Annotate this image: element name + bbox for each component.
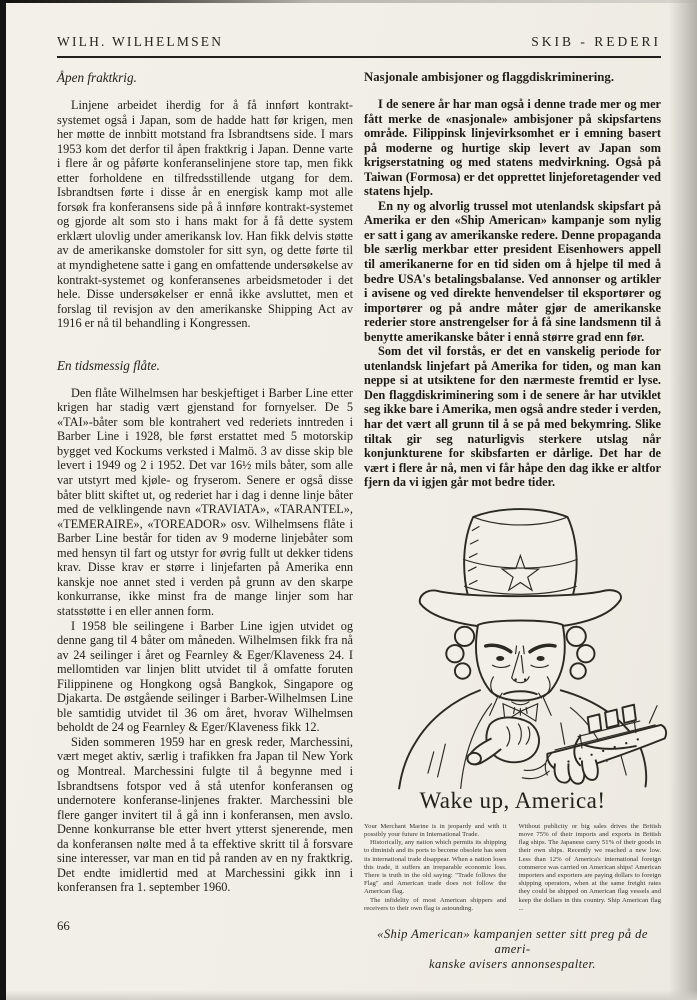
text-columns	[57, 70, 661, 972]
ad-headline: Wake up, America!	[419, 787, 606, 813]
uncle-sam-illustration	[376, 500, 684, 792]
scan-edge-top	[0, 0, 697, 3]
ad-fine-print-paragraph: Without publicity or big sales drives the British move 75% of their imports and exports in British flag ships. The Japanese carry 51% of their goods in their own ships. Recently we reached a new low. Less than 12% of America's international foreign commerce was carried on American ships! American importers and exporters are paying dollars to foreign shipping operators, when at the same freight rates they could be shipped on American flag vessels and keep the dollars in this country. Ship American flag ...	[518, 822, 661, 912]
section-heading-national-ambitions: Nasjonale ambisjoner og flaggdiskriminering.	[364, 70, 615, 84]
caption-line: «Ship American» kampanjen setter sitt preg på de ameri-	[377, 927, 648, 956]
page-number: 66	[57, 919, 70, 933]
paragraph: Siden sommeren 1959 har en gresk reder, Marchessini, vært meget aktiv, særlig i trafikken fra Japan til New York og Montreal. Marchessini fulgte til å begynne med i Isbrandtsens fotspor ved å stå utenfor konferansen og undernotere konferanse-linjenes frakter. Marchessini ble flere ganger invitert til å gå inn i konferansen, men avslo. Denne konkurranse ble etter hvert ytterst sjenerende, men da konferansen nølte med å ta effektive skritt til å forsvare sine interesser, var man en tid på randen av en ny fraktkrig. Det endte imidlertid med at Marchessini gikk inn i konferansen fra 1. september 1960.	[57, 734, 353, 895]
ad-fine-print-paragraph: Historically, any nation which permits its shipping to diminish and its ports to become obsolete has seen its international trade disappear. When a nation loses this trade, it suffers an irreparable economic loss. There is truth in the old saying: "Trade follows the Flag" and American trade does not follow the American flag.	[364, 839, 507, 896]
section-heading-open-freight-war: Åpen fraktkrig.	[57, 70, 137, 85]
ad-fine-print-left	[364, 823, 507, 913]
ship-american-advertisement	[364, 500, 661, 972]
ad-fine-print-paragraph: The infidelity of most American shippers and receivers to their own flag is astounding.	[364, 896, 507, 912]
scan-edge-bottom	[0, 990, 697, 1000]
ad-fine-print-right	[519, 823, 662, 913]
left-column	[57, 70, 353, 972]
paragraph: I de senere år har man også i denne trade mer og mer fått merke de «nasjonale» ambisjoner på skipsfartens område. Filippinsk linjevirksomhet er i emning basert på moderne og hurtige skip levert av Japan som krigserstatning og med statens medvirkning. Også på Taiwan (Formosa) er det opprettet linjeforetagender ved statens hjelp.	[364, 97, 661, 199]
section-heading-modern-fleet: En tidsmessig flåte.	[57, 357, 160, 373]
header-rule	[57, 56, 661, 58]
caption-line: kanske avisers annonsespalter.	[429, 957, 596, 971]
paragraph: Den flåte Wilhelmsen har beskjeftiget i Barber Line etter krigen har stadig vært gjenstand for fornyelser. De 5 «TAI»-båter som ble kontrahert ved rederiets inntreden i Barber Line i 1928, ble først erstattet med 5 motorskip bygget ved Kockums verksted i Malmö. 3 av disse skip ble levert i 1949 og 2 i 1952. Det var 16½ mils båter, som alle var utstyrt med kjøle- og fryserom. Senere er også disse båter blitt skiftet ut, og rederiet har i dag i denne linje båter med de velklingende navn «TRAVIATA», «TARANTEL», «TEMERAIRE», «TOREADOR» osv. Wilhelmsens flåte i Barber Line består for tiden av 9 moderne linjebåter som med hensyn til fart og utstyr for øvrig fullt ut dekker tidens krav. Disse krav er større i linjefarten på Amerika enn kanskje noe annet sted i verden på grunn av den skarpe konkurranse, ikke minst fra de mange linjer som har statsstøtte i en eller annen form.	[57, 385, 353, 618]
paragraph: En ny og alvorlig trussel mot utenlandsk skipsfart på Amerika er den «Ship American» kampanje som nylig er satt i gang av amerikanske redere. Denne propaganda ble særlig merkbar etter president Eisenhowers appell til amerikanerne for en tid siden om å hjelpe til med å bedre USA's betalingsbalanse. Ved annonser og artikler i avisene og ved direkte henvendelser til eksportører og importører og på andre måter gjør de amerikanske rederier store anstrengelser for å få sine landsmenn til å benytte amerikanske båter i ennå større grad enn før.	[364, 198, 661, 344]
running-header-title: WILH. WILHELMSEN	[57, 34, 224, 49]
running-header	[57, 34, 661, 50]
paragraph: Som det vil forstås, er det en vanskelig periode for utenlandsk linjefart på Amerika for tiden, og man kan neppe si at utsiktene for den nærmeste fremtid er lyse. Den flaggdiskriminering som i de senere år har utviklet seg ikke bare i Amerika, men også andre steder i verden, har det vært all grunn til å se på med bekymring. Slike tiltak gir seg naturligvis sterkere utslag når konjunkturene for skibsfarten er dårlige. Det har de vært i flere år nå, men vi får håpe den dag ikke er altfor fjern da vi igjen går mot bedre tider.	[364, 344, 661, 490]
paragraph: Linjene arbeidet iherdig for å få innført kontrakt-systemet også i Japan, som de hadde hatt før krigen, men her møtte de innbitt motstand fra Isbrandtsens side. I mars 1953 kom det derfor til åpen fraktkrig i Japan. Denne varte i flere år og påførte konferanselinjene store tap, men fikk etter forholdene en tilfredsstillende utgang for dem. Isbrandtsen førte i disse år en energisk kamp mot alle forsøk fra konferansens side på å innføre kontrakt-systemet og gjorde alt som sto i hans makt for å få dette system erklært ulovlig under amerikansk lov. Han fikk delvis støtte av de amerikanske domstoler for sitt syn, og dette førte til at myndighetene satte i gang en omfattende undersøkelse av kontrakt-systemet og konferansenes arbeidsmetoder i det hele. Disse undersøkelser er ennå ikke avsluttet, men et forslag til revisjon av den amerikanske Shipping Act av 1916 er nå til behandling i Kongressen.	[57, 98, 353, 331]
scan-edge-left	[0, 0, 6, 1000]
ad-fine-print-paragraph: Your Merchant Marine is in jeopardy and with it possibly your future in International Trade.	[364, 822, 507, 838]
illustration-caption	[364, 927, 661, 972]
running-header-section: SKIB - REDERI	[531, 34, 661, 49]
paragraph: I 1958 ble seilingene i Barber Line igjen utvidet og denne gang til 4 båter om måneden. Wilhelmsen fikk fra nå av 24 seilinger i året og Fearnley & Eger/Klaveness 24. I mellomtiden var linjen blitt utvidet til å omfatte foruten Filippinene og Hongkong også Bangkok, Singapore og Djakarta. De østgående seilinger i Barber-Wilhelmsen Line ble samtidig utvidet til 36 om året, hvorav Wilhelmsen beholdt de 24 og Fearnley & Eger/Klaveness fikk 12.	[57, 618, 353, 735]
ad-fine-print	[364, 823, 661, 913]
right-column	[364, 70, 661, 972]
